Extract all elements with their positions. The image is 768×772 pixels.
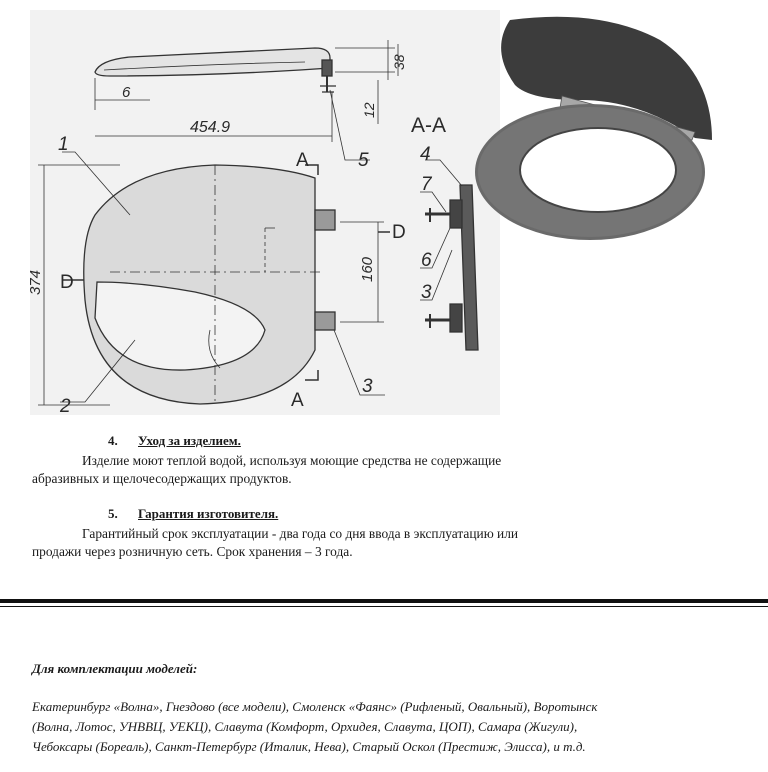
section-4-heading [108,433,241,449]
section-5-line-1: Гарантийный срок эксплуатации - два года со дня ввода в эксплуатацию или [82,526,519,541]
divider-thin [0,606,768,607]
dim-6: 6 [122,84,131,101]
callout-2: 2 [60,396,71,417]
dim-12: 12 [361,102,377,118]
callout-3-section: 3 [421,282,432,303]
callout-5: 5 [358,150,369,171]
dim-374: 374 [27,269,44,295]
section-5-heading [108,506,278,522]
compatibility-line-3: Чебоксары (Бореаль), Санкт-Петербург (Италик, Нева), Старый Оскол (Престиж, Элисса), и т.д. [32,739,586,754]
callout-7: 7 [421,174,432,195]
section-5-title: Гарантия изготовителя. [138,506,279,521]
dim-160: 160 [359,256,376,282]
section-mark-d-left: D [60,272,74,293]
dim-38: 38 [391,54,407,70]
divider-thick [0,599,768,603]
section-5-text [32,525,652,561]
compatibility-line-1: Екатеринбург «Волна», Гнездово (все модели), Смоленск «Фаянс» (Рифленый, Овальный), Воротынск [32,699,598,714]
callout-3: 3 [362,376,373,397]
callout-6: 6 [421,250,432,271]
section-5-number: 5. [108,506,118,521]
section-4-number: 4. [108,433,118,448]
compatibility-line-2: (Волна, Лотос, УНВВЦ, УЕКЦ), Славута (Комфорт, Орхидея, Славута, ЦОП), Самара (Жигули), [32,719,578,734]
section-mark-d-right: D [392,222,406,243]
section-4-title: Уход за изделием. [138,433,241,448]
callout-1: 1 [58,134,69,155]
section-label-a-a: A-A [411,114,447,137]
section-5-line-2: продажи через розничную сеть. Срок хранения – 3 года. [32,544,353,559]
toilet-seat-photo [475,17,712,240]
callout-4: 4 [420,144,431,165]
compatibility-heading: Для комплектации моделей: [32,661,198,676]
section-mark-a-top: A [296,150,309,171]
section-mark-a-bottom: A [291,390,304,411]
section-4-line-2: абразивных и щелочесодержащих продуктов. [32,471,292,486]
section-4-line-1: Изделие моют теплой водой, используя моющие средства не содержащие [82,453,502,468]
section-4-text [32,452,652,488]
compatibility-list [32,697,742,757]
dim-454-9: 454.9 [190,119,231,136]
